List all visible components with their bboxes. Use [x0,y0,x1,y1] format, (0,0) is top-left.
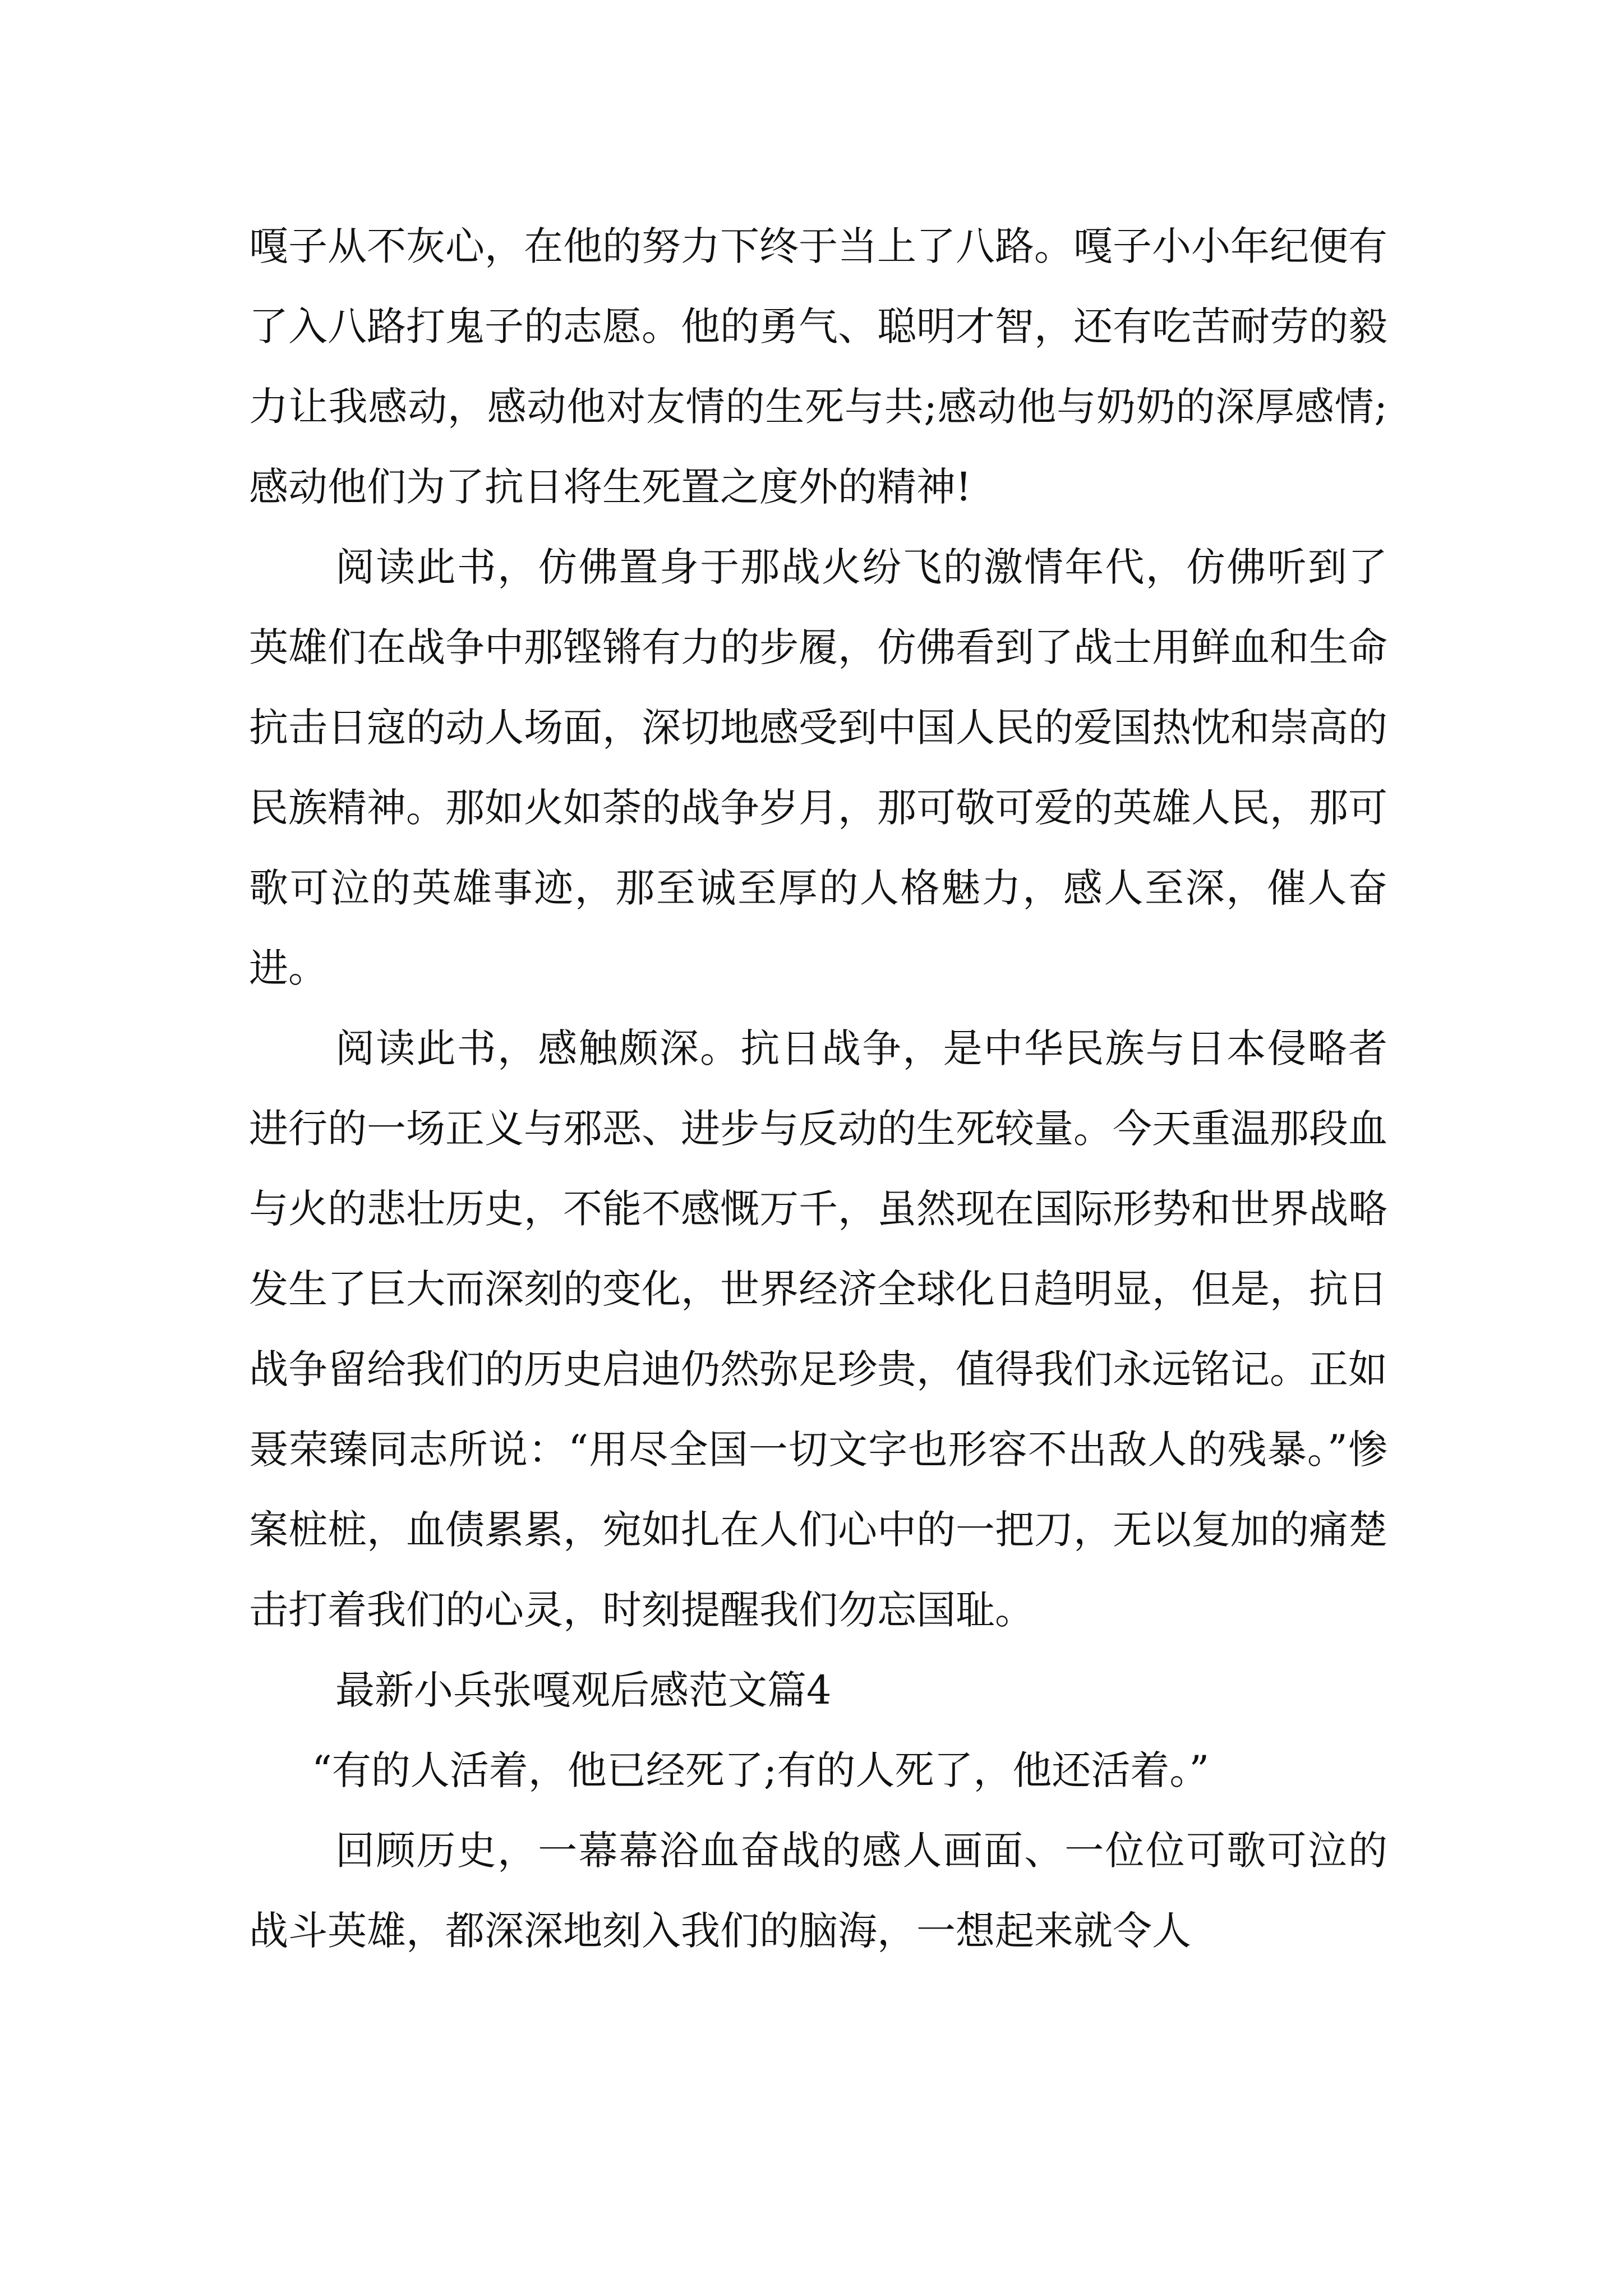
section-heading: 最新小兵张嘎观后感范文篇4 [335,1667,832,1713]
document-body [249,206,1387,1971]
paragraph-1: 嘎子从不灰心，在他的努力下终于当上了八路。嘎子小小年纪便有了入八路打鬼子的志愿。他的勇气、聪明才智，还有吃苦耐劳的毅力让我感动，感动他对友情的生死与共;感动他与奶奶的深厚感情;感动他们为了抗日将生死置之度外的精神! [249,223,1387,510]
quote-paragraph: “有的人活着，他已经死了;有的人死了，他还活着。” [312,1747,1210,1793]
paragraph-3: 阅读此书，感触颇深。抗日战争，是中华民族与日本侵略者进行的一场正义与邪恶、进步与反动的生死较量。今天重温那段血与火的悲壮历史，不能不感慨万千，虽然现在国际形势和世界战略发生了巨大而深刻的变化，世界经济全球化日趋明显，但是，抗日战争留给我们的历史启迪仍然弥足珍贵，值得我们永远铭记。正如聂荣臻同志所说：“用尽全国一切文字也形容不出敌人的残暴。”惨案桩桩，血债累累，宛如扎在人们心中的一把刀，无以复加的痛楚击打着我们的心灵，时刻提醒我们勿忘国耻。 [249,1025,1387,1633]
paragraph-2: 阅读此书，仿佛置身于那战火纷飞的激情年代，仿佛听到了英雄们在战争中那铿锵有力的步履，仿佛看到了战士用鲜血和生命抗击日寇的动人场面，深切地感受到中国人民的爱国热忱和崇高的民族精神。那如火如荼的战争岁月，那可敬可爱的英雄人民，那可歌可泣的英雄事迹，那至诚至厚的人格魅力，感人至深，催人奋进。 [249,544,1387,991]
paragraph-4: 回顾历史，一幕幕浴血奋战的感人画面、一位位可歌可泣的战斗英雄，都深深地刻入我们的脑海，一想起来就令人 [249,1828,1387,1954]
